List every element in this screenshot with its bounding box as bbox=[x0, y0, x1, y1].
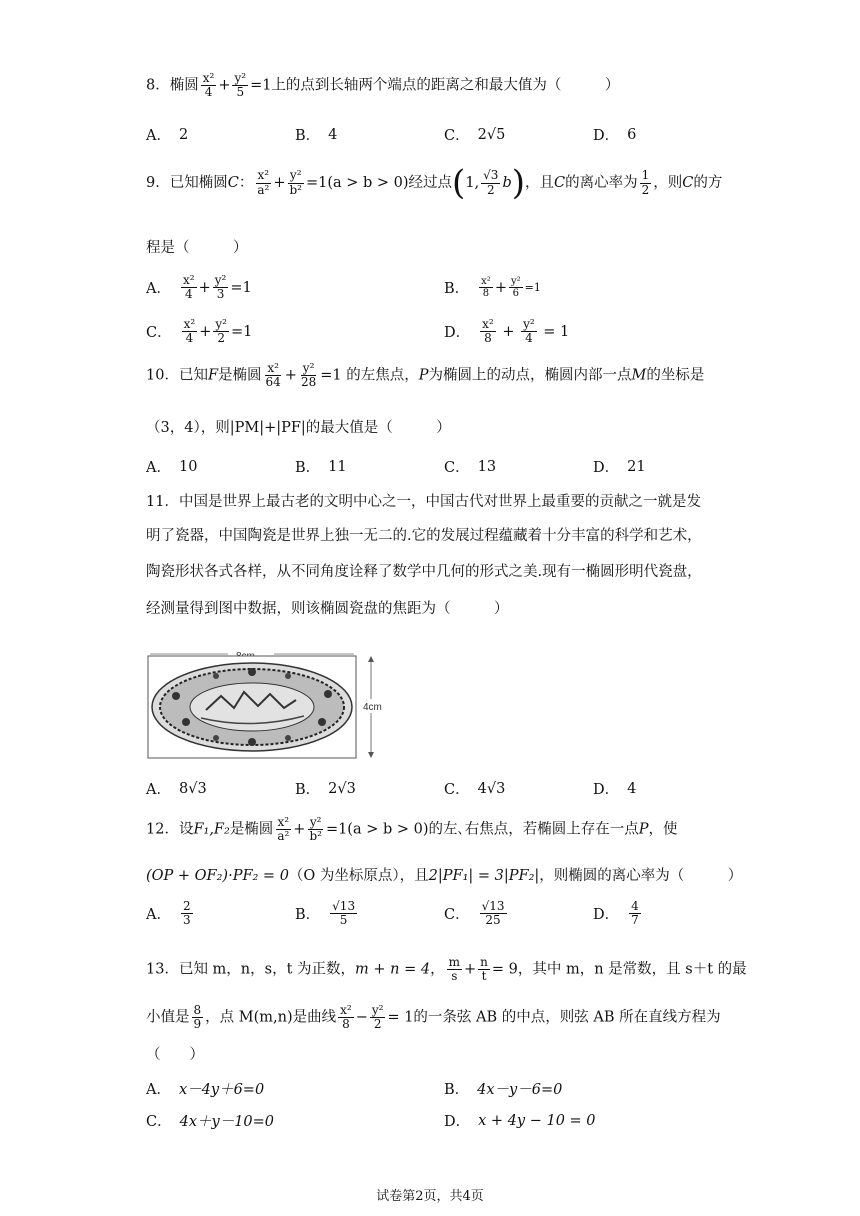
q13-option-d[interactable]: D． x + 4y − 10 = 0 bbox=[444, 1112, 596, 1130]
plate-illustration bbox=[146, 648, 396, 760]
q9-option-b[interactable]: B． $\frac{\text{x²}}{8}$ + $\frac{\text{y²}}{6}$ =1 bbox=[444, 276, 541, 300]
q11-option-d[interactable]: D． 4 bbox=[593, 780, 637, 798]
q13-line-3: （ ） bbox=[146, 1047, 204, 1063]
q10-line-2: （3，4），则|PM|+|PF|的最大值是（ ） bbox=[146, 420, 451, 436]
question-10: 10．已知F是椭圆 $\frac{\text{x²}}{64}$ + $\frac{\text{y²}}{28}$ =1 的左焦点，P为椭圆上的动点，椭圆内部一点M的坐标是 bbox=[146, 361, 705, 390]
q10-option-a[interactable]: A． 10 bbox=[146, 458, 198, 476]
q12-option-d[interactable]: D． $\frac{4}{7}$ bbox=[593, 899, 639, 928]
question-8: 8．椭圆 $\frac{\text{x²}}{4}$ + $\frac{\text{y²}}{5}$ =1上的点到长轴两个端点的距离之和最大值为（ ） bbox=[146, 71, 620, 100]
q12-option-a[interactable]: A． $\frac{2}{3}$ bbox=[146, 899, 191, 928]
q11-line-1: 11．中国是世界上最古老的文明中心之一，中国古代对世界上最重要的贡献之一就是发 bbox=[146, 494, 701, 510]
q12-line-2: (OP + OF₂)·PF₂ = 0（O 为坐标原点），且2|PF₁| = 3|PF₂|，则椭圆的离心率为（ ） bbox=[146, 868, 743, 884]
q8-options bbox=[146, 124, 706, 145]
q12-option-b[interactable]: B． $\frac{√13}{5}$ bbox=[295, 899, 356, 928]
q9-options-row-2 bbox=[146, 318, 706, 345]
q8-frac-1: $\frac{\text{x²}}{4}$ bbox=[202, 71, 215, 100]
q9-line-2: 程是（ ） bbox=[146, 240, 248, 256]
q12-options bbox=[146, 900, 706, 927]
q13-options-row-1 bbox=[146, 1078, 706, 1099]
page-footer: 试卷第2页，共4页 bbox=[376, 1189, 484, 1204]
porcelain-plate-figure bbox=[146, 648, 396, 760]
q13-option-a[interactable]: A． x－4y＋6=0 bbox=[146, 1082, 265, 1098]
q10-option-d[interactable]: D． 21 bbox=[593, 458, 646, 476]
q10-options bbox=[146, 456, 706, 477]
q13-options-row-2 bbox=[146, 1110, 706, 1131]
q12-option-c[interactable]: C． $\frac{√13}{25}$ bbox=[444, 899, 505, 928]
q8-frac-2: $\frac{\text{y²}}{5}$ bbox=[234, 71, 247, 100]
q8-option-d[interactable]: D． 6 bbox=[593, 126, 637, 144]
q8-suffix: =1上的点到长轴两个端点的距离之和最大值为（ ） bbox=[250, 77, 620, 94]
q11-line-3: 陶瓷形状各式各样，从不同角度诠释了数学中几何的形式之美.现有一椭圆形明代瓷盘， bbox=[146, 564, 702, 580]
q9-option-c[interactable]: C． $\frac{\text{x²}}{4}$ + $\frac{\text{y²}}{2}$ =1 bbox=[146, 317, 253, 346]
q13-option-c[interactable]: C． 4x＋y－10=0 bbox=[146, 1114, 275, 1130]
q9-option-d[interactable]: D． $\frac{\text{x²}}{8}$ + $\frac{\text{y²}}{4}$ = 1 bbox=[444, 317, 570, 346]
q9-options-row-1 bbox=[146, 274, 706, 301]
q11-option-c[interactable]: C． 4√3 bbox=[444, 780, 506, 798]
question-9: 9．已知椭圆C： $\frac{\text{x²}}{\text{a²}}$ + $\frac{\text{y²}}{\text{b²}}$ =1(a > b > 0)经过点(1, $\frac{√3}{2}$ b)，且C的离心率为 $\frac{1}{2}$ ，则C的方 bbox=[146, 163, 723, 203]
q8-prefix: 8．椭圆 bbox=[146, 77, 199, 94]
height-label: 4cm bbox=[363, 702, 382, 713]
q11-options bbox=[146, 778, 706, 799]
q13-line-2: 小值是 $\frac{8}{9}$ ，点 M(m,n)是曲线 $\frac{\text{x²}}{8}$ − $\frac{\text{y²}}{2}$ = 1的一条弦 AB 的中点，则弦 AB 所在直线方程为 bbox=[146, 1003, 721, 1032]
q8-option-b[interactable]: B． 4 bbox=[295, 126, 338, 144]
q13-option-b[interactable]: B． 4x－y－6=0 bbox=[444, 1082, 563, 1098]
q11-option-a[interactable]: A． 8√3 bbox=[146, 780, 207, 798]
q9-option-a[interactable]: A． $\frac{\text{x²}}{4}$ + $\frac{\text{y²}}{3}$ =1 bbox=[146, 273, 252, 302]
q8-option-c[interactable]: C． 2√5 bbox=[444, 126, 506, 144]
q11-line-4: 经测量得到图中数据，则该椭圆瓷盘的焦距为（ ） bbox=[146, 601, 509, 617]
q11-line-2: 明了瓷器，中国陶瓷是世界上独一无二的.它的发展过程蕴藏着十分丰富的科学和艺术， bbox=[146, 528, 702, 544]
q8-option-a[interactable]: A． 2 bbox=[146, 126, 189, 144]
q10-option-b[interactable]: B． 11 bbox=[295, 458, 347, 476]
q11-option-b[interactable]: B． 2√3 bbox=[295, 780, 356, 798]
q10-option-c[interactable]: C． 13 bbox=[444, 458, 497, 476]
question-12: 12．设F₁,F₂是椭圆 $\frac{\text{x²}}{\text{a²}}$ + $\frac{\text{y²}}{\text{b²}}$ =1(a > b > 0)的左､右焦点，若椭圆上存在一点P，使 bbox=[146, 815, 678, 844]
question-13: 13．已知 m，n，s，t 为正数，m + n = 4， $\frac{m}{s}$ + $\frac{n}{t}$ = 9，其中 m，n 是常数，且 s＋t 的最 bbox=[146, 955, 747, 984]
